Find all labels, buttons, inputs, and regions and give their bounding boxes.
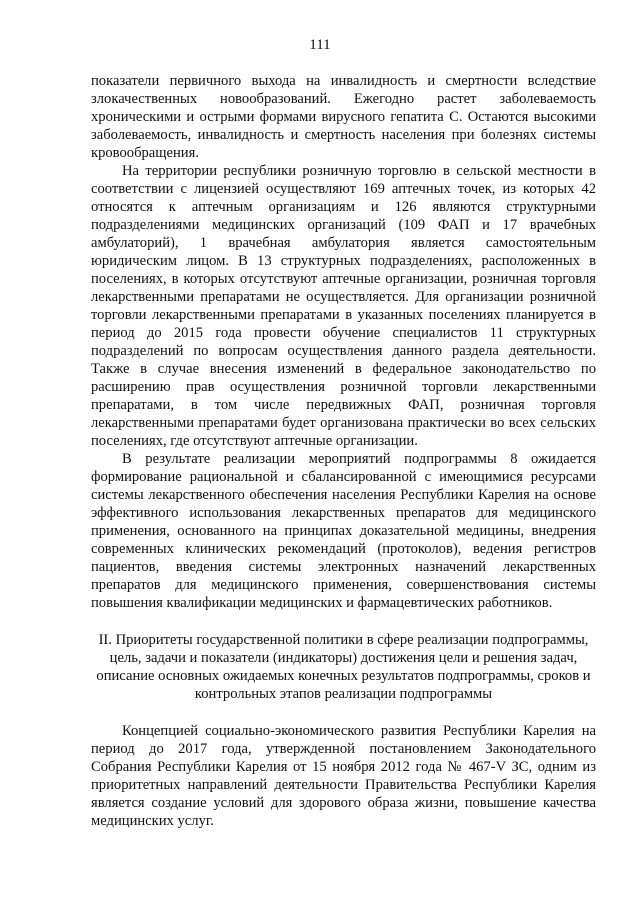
spacer [91,703,596,722]
paragraph-pharmacy-network: На территории республики розничную торговлю в сельской местности в соответствии с лицензией осуществляют 169 аптечных точек, из которых 42 относятся к аптечным организациям и 126 являются структурными подразделениями медицинских организаций (109 ФАП и 17 врачебных амбулаторий), 1 врачебная амбулатория является самостоятельным юридическим лицом. В 13 структурных подразделениях, расположенных в поселениях, в которых отсутствуют аптечные организации, розничная торговля лекарственными препаратами не осуществляется. Для организации розничной торговли лекарственными препаратами в указанных поселениях планируется в период до 2015 года провести обучение специалистов 11 структурных подразделений по вопросам осуществления данного раздела деятельности. Также в случае внесения изменений в федеральное законодательство по расширению прав осуществления розничной торговли лекарственными препаратами, в том числе передвижных ФАП, розничная торговля лекарственными препаратами будет организована практически во всех сельских поселениях, где отсутствуют аптечные организации. [91,163,596,449]
spacer [91,612,596,631]
section-heading: II. Приоритеты государственной политики в сфере реализации подпрограммы, цель, задачи и показатели (индикаторы) достижения цели и решения задач, описание основных ожидаемых конечных результатов подпрограммы, сроков и контрольных этапов реализации подпрограммы [96,632,591,702]
paragraph-expected-results: В результате реализации мероприятий подпрограммы 8 ожидается формирование рациональной и сбалансированной с имеющимися ресурсами системы лекарственного обеспечения населения Республики Карелия на основе эффективного использования лекарственных препаратов для медицинского применения, основанного на принципах доказательной медицины, внедрения современных клинических рекомендаций (протоколов), ведения регистров пациентов, введения системы электронных назначений лекарственных препаратов для медицинского применения, совершенствования системы повышения квалификации медицинских и фармацевтических работников. [91,451,596,611]
paragraph-continuation: показатели первичного выхода на инвалидность и смертности вследствие злокачественных новообразований. Ежегодно растет заболеваемость хроническими и острыми формами вирусного гепатита С. Остаются высокими заболеваемость, инвалидность и смертность населения при болезнях системы кровообращения. [91,73,596,161]
paragraph-concept: Концепцией социально-экономического развития Республики Карелия на период до 2017 года, утвержденной постановлением Законодательного Собрания Республики Карелия от 15 ноября 2012 года № 467-V ЗС, одним из приоритетных направлений деятельности Правительства Республики Карелия является создание условий для здорового образа жизни, повышение качества медицинских услуг. [91,723,596,829]
page-number: 111 [309,37,331,53]
document-body [91,72,596,830]
